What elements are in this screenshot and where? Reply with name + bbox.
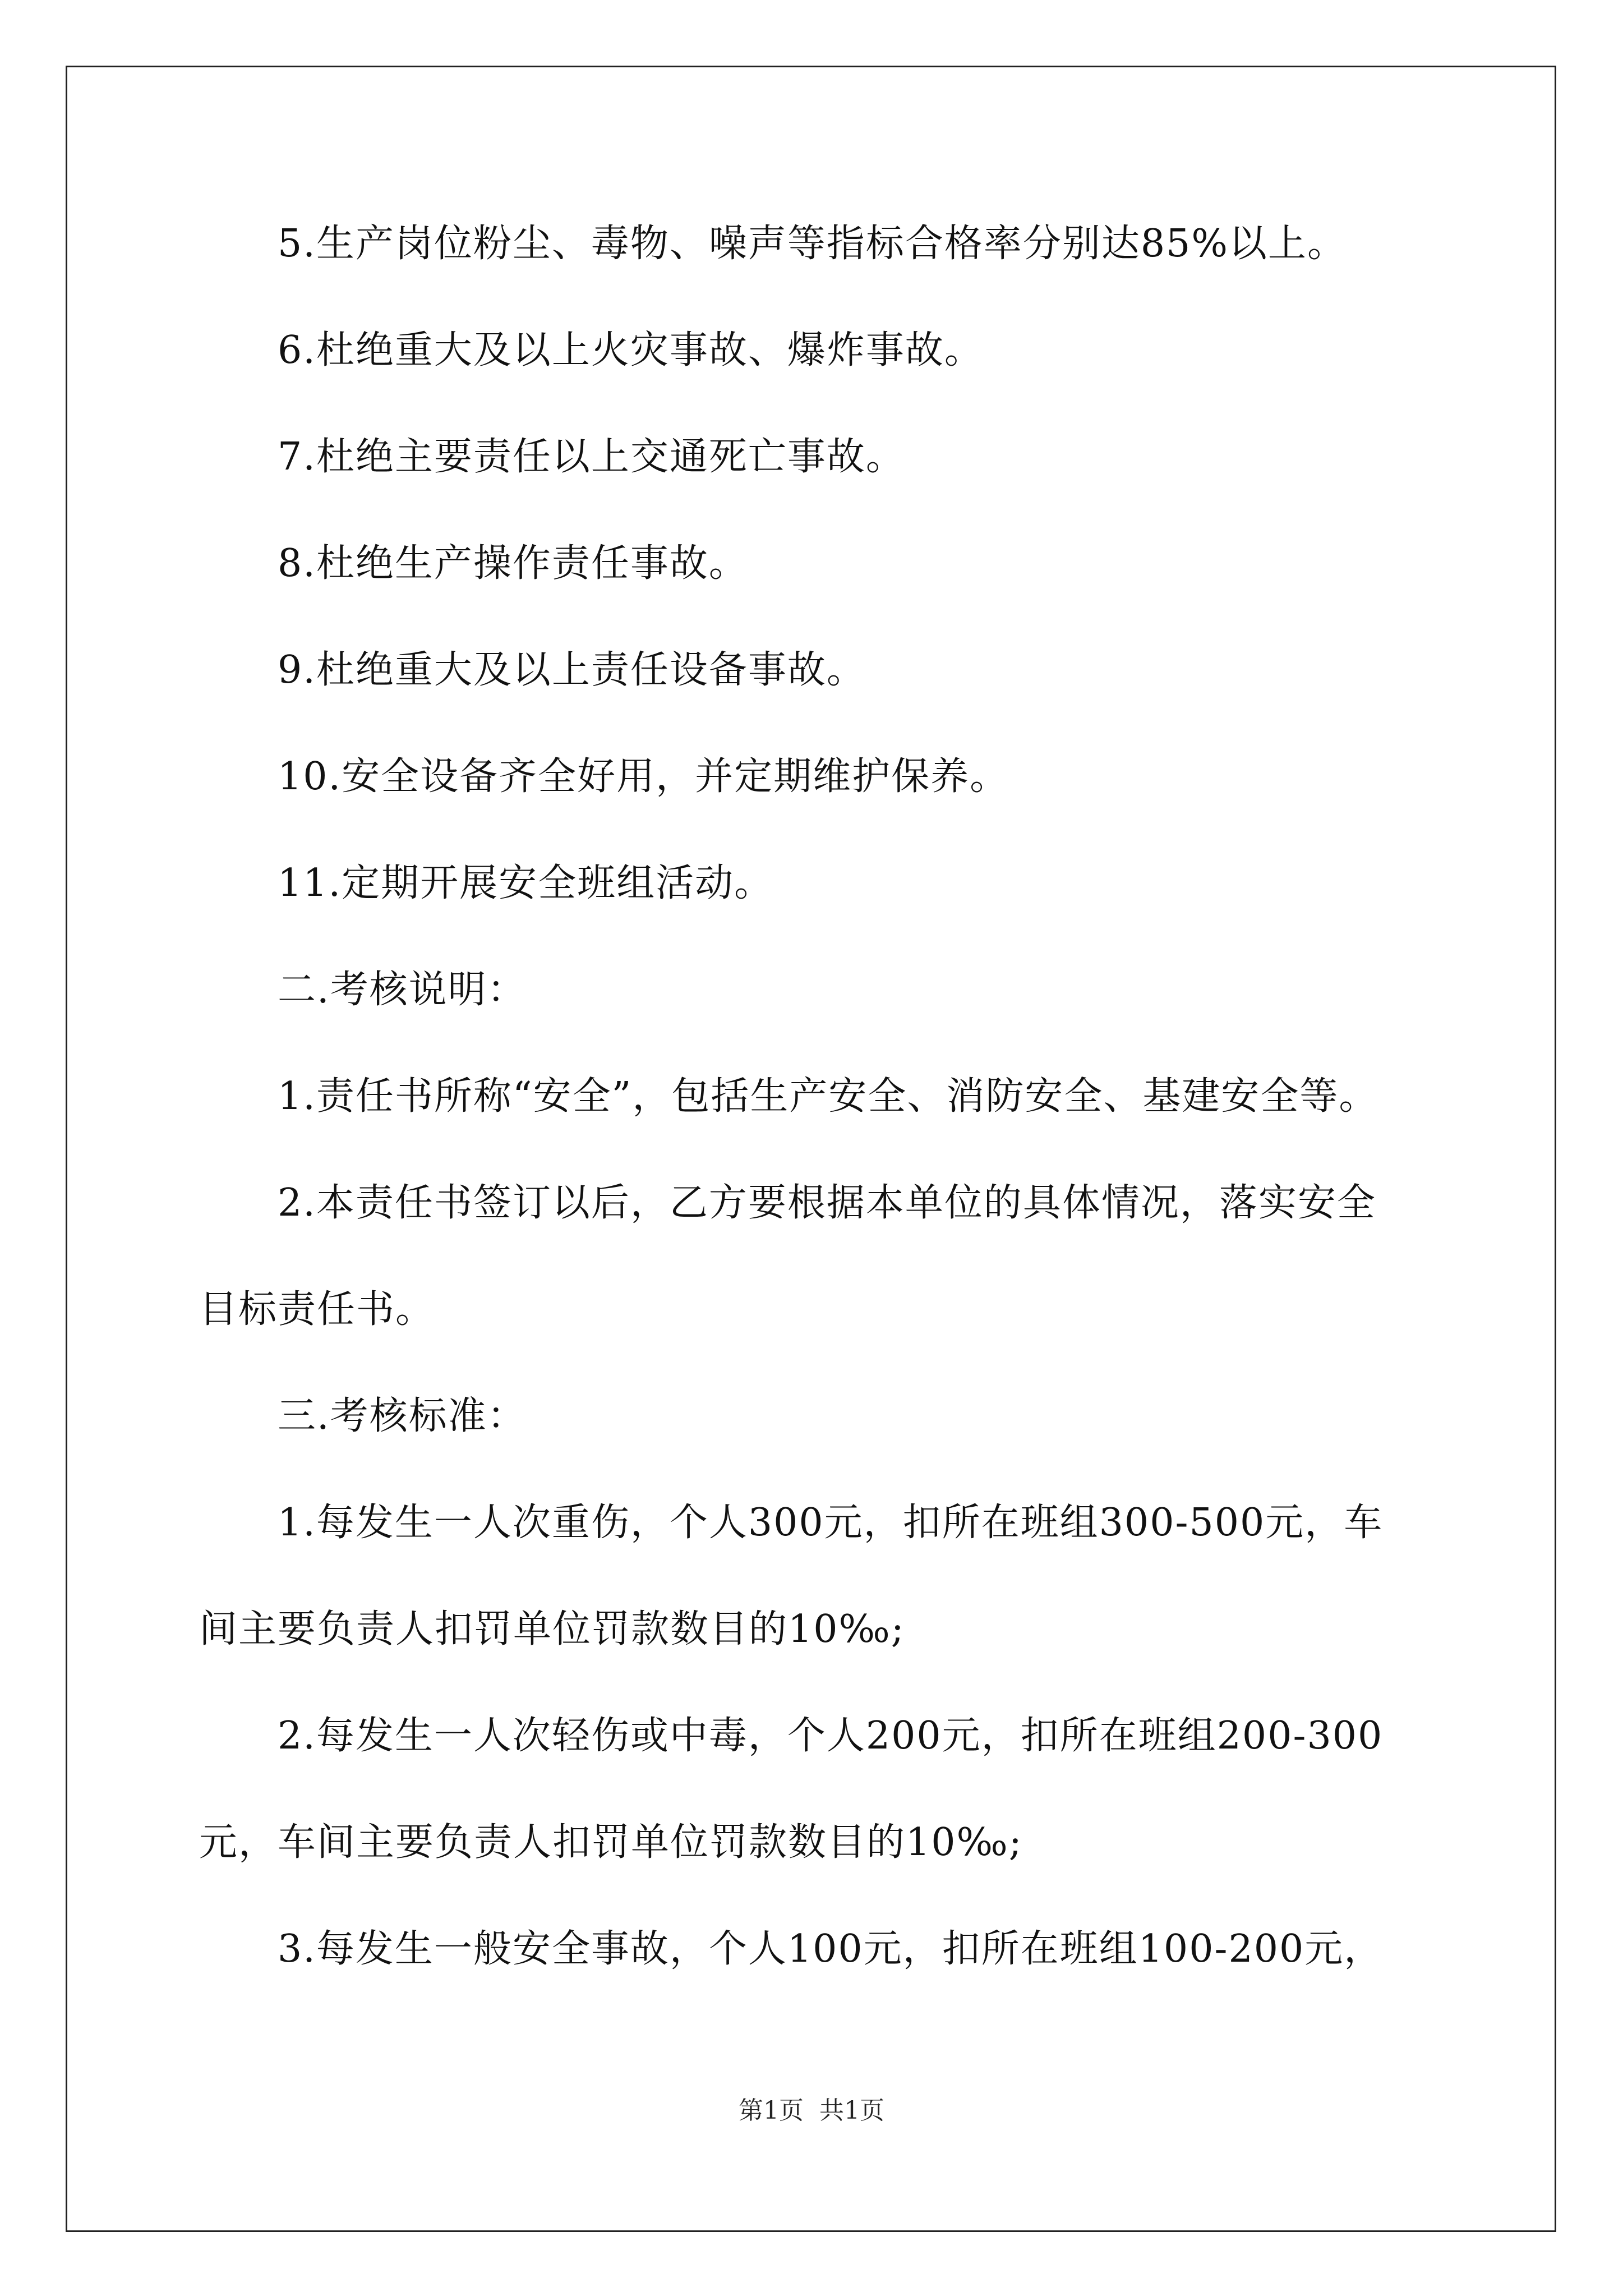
- text-line-15: 2.每发生一人次轻伤或中毒，个人200元，扣所在班组200-300: [278, 1714, 1384, 1758]
- text-line-10: 2.本责任书签订以后，乙方要根据本单位的具体情况，落实安全: [278, 1181, 1376, 1225]
- text-line-14: 间主要负责人扣罚单位罚款数目的10‰;: [199, 1607, 905, 1651]
- text-line-11: 目标责任书。: [199, 1287, 435, 1332]
- text-line-2: 6.杜绝重大及以上火灾事故、爆炸事故。: [278, 328, 984, 372]
- text-line-4: 8.杜绝生产操作责任事故。: [278, 541, 748, 586]
- text-line-3: 7.杜绝主要责任以上交通死亡事故。: [278, 435, 905, 479]
- page-footer: [0, 2095, 1623, 2127]
- text-line-9: 1.责任书所称“安全”，包括生产安全、消防安全、基建安全等。: [278, 1074, 1378, 1119]
- text-line-13: 1.每发生一人次重伤，个人300元，扣所在班组300-500元，车: [278, 1501, 1384, 1545]
- page-number: 第1页: [739, 2096, 804, 2125]
- section-heading-3: 三.考核标准：: [278, 1394, 527, 1438]
- section-heading-2: 二.考核说明：: [278, 968, 527, 1012]
- text-line-7: 11.定期开展安全班组活动。: [278, 861, 774, 905]
- text-line-17: 3.每发生一般安全事故，个人100元，扣所在班组100-200元，: [278, 1927, 1384, 1971]
- text-line-6: 10.安全设备齐全好用，并定期维护保养。: [278, 754, 1009, 799]
- text-line-5: 9.杜绝重大及以上责任设备事故。: [278, 648, 866, 692]
- text-line-16: 元，车间主要负责人扣罚单位罚款数目的10‰;: [199, 1820, 1023, 1865]
- page-border: [66, 66, 1556, 2232]
- page-total: 共1页: [819, 2096, 884, 2125]
- text-line-1: 5.生产岗位粉尘、毒物、噪声等指标合格率分别达85%以上。: [278, 222, 1347, 266]
